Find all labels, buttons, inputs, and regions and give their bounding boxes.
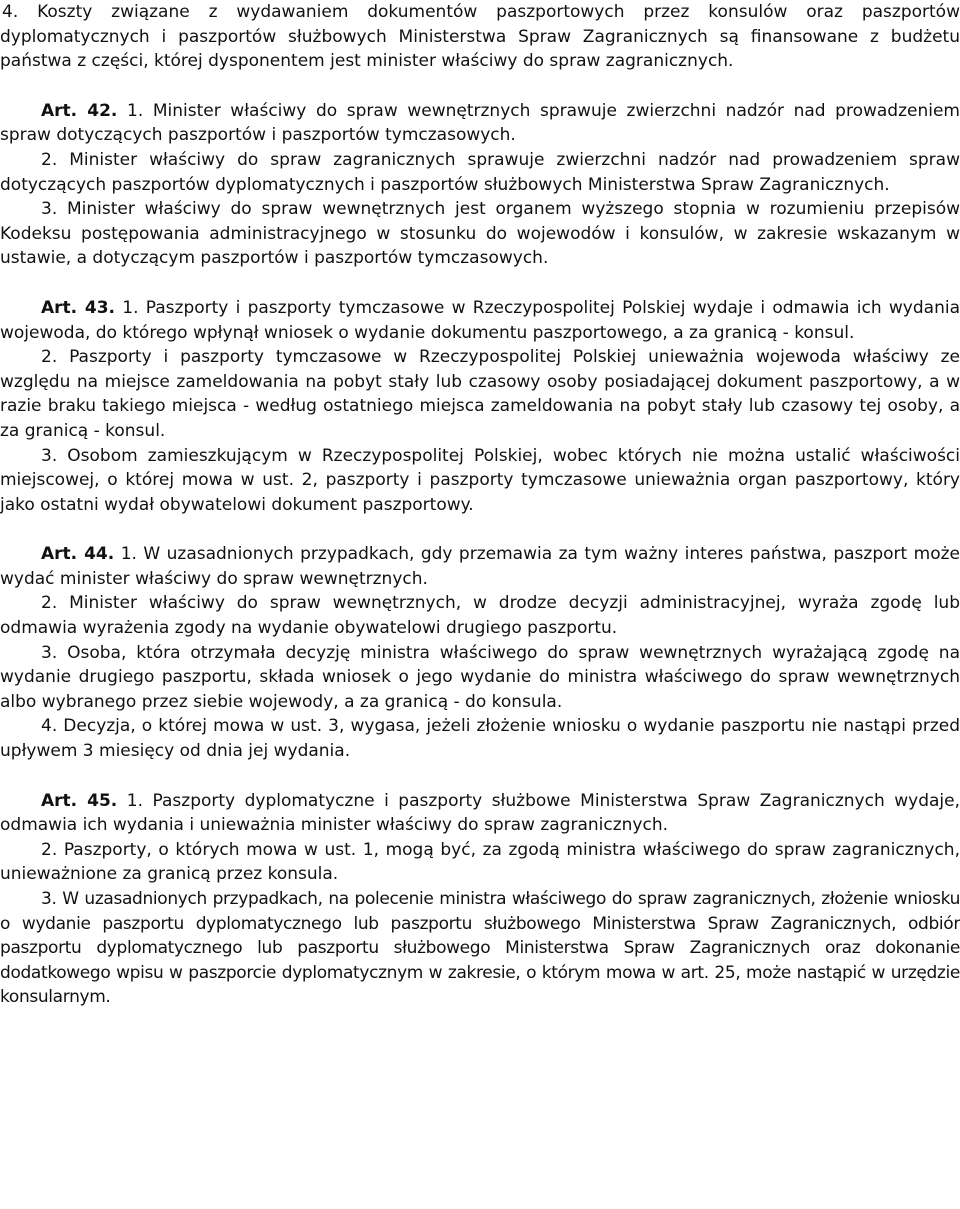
art41-paragraph-4: 4. Koszty związane z wydawaniem dokumentów paszportowych przez konsulów oraz paszportów dyplomatycznych i paszportów służbowych Ministerstwa Spraw Zagranicznych są finansowane z budżetu państwa z części, której dysponentem jest minister właściwy do spraw zagranicznych. (0, 2, 960, 72)
spacer (0, 271, 960, 296)
spacer (0, 74, 960, 99)
paragraph-text: 1. Paszporty i paszporty tymczasowe w Rzeczypospolitej Polskiej wydaje i odmawia ich wydania wojewoda, do którego wpłynął wniosek o wydanie dokumentu paszportowego, a za granicą - konsul. (0, 297, 960, 343)
paragraph-text: 1. Paszporty dyplomatyczne i paszporty służbowe Ministerstwa Spraw Zagranicznych wydaje, odmawia ich wydania i unieważnia minister właściwy do spraw zagranicznych. (0, 790, 960, 836)
art42-paragraph-3: 3. Minister właściwy do spraw wewnętrznych jest organem wyższego stopnia w rozumieniu przepisów Kodeksu postępowania administracyjnego w stosunku do wojewodów i konsulów, w zakresie wskazanym w ustawie, a dotyczącym paszportów i paszportów tymczasowych. (0, 199, 960, 269)
art44-paragraph-2: 2. Minister właściwy do spraw wewnętrznych, w drodze decyzji administracyjnej, wyraża zgodę lub odmawia wyrażenia zgody na wydanie obywatelowi drugiego paszportu. (0, 593, 960, 639)
article-label: Art. 44. (41, 544, 115, 565)
art43-paragraph-2: 2. Paszporty i paszporty tymczasowe w Rzeczypospolitej Polskiej unieważnia wojewoda właściwy ze względu na miejsce zameldowania na pobyt stały lub czasowy osoby posiadającej dokument paszportowy, a w razie braku takiego miejsca - według ostatniego miejsca zameldowania na pobyt stały lub czasowy tej osoby, a za granicą - konsul. (0, 347, 960, 441)
paragraph-text: 1. Minister właściwy do spraw wewnętrznych sprawuje zwierzchni nadzór nad prowadzeniem spraw dotyczących paszportów i paszportów tymczasowych. (0, 100, 960, 146)
art42-paragraph-2: 2. Minister właściwy do spraw zagranicznych sprawuje zwierzchni nadzór nad prowadzeniem spraw dotyczących paszportów dyplomatycznych i paszportów służbowych Ministerstwa Spraw Zagranicznych. (0, 149, 960, 195)
art45-paragraph-2: 2. Paszporty, o których mowa w ust. 1, mogą być, za zgodą ministra właściwego do spraw zagranicznych, unieważnione za granicą przez konsula. (0, 839, 960, 885)
spacer (0, 517, 960, 542)
article-label: Art. 42. (41, 100, 118, 121)
art44-paragraph-4: 4. Decyzja, o której mowa w ust. 3, wygasa, jeżeli złożenie wniosku o wydanie paszportu nie nastąpi przed upływem 3 miesięcy od dnia jej wydania. (0, 716, 960, 762)
paragraph-text: 1. W uzasadnionych przypadkach, gdy przemawia za tym ważny interes państwa, paszport może wydać minister właściwy do spraw wewnętrznych. (0, 544, 960, 589)
art43-paragraph-1 (0, 296, 960, 345)
article-label: Art. 45. (41, 790, 118, 811)
article-label: Art. 43. (41, 297, 116, 318)
spacer (0, 764, 960, 789)
art42-paragraph-1 (0, 99, 960, 148)
art43-paragraph-3: 3. Osobom zamieszkującym w Rzeczypospolitej Polskiej, wobec których nie można ustalić właściwości miejscowej, o której mowa w ust. 2, paszporty i paszporty tymczasowe unieważnia organ paszportowy, który jako ostatni wydał obywatelowi dokument paszportowy. (0, 445, 960, 515)
art45-paragraph-1 (0, 789, 960, 838)
art44-paragraph-1 (0, 542, 960, 591)
art44-paragraph-3: 3. Osoba, która otrzymała decyzję ministra właściwego do spraw wewnętrznych wyrażającą zgodę na wydanie drugiego paszportu, składa wniosek o jego wydanie do ministra właściwego do spraw wewnętrznych albo wybranego przez siebie wojewody, a za granicą - do konsula. (0, 642, 960, 712)
art45-paragraph-3: 3. W uzasadnionych przypadkach, na polecenie ministra właściwego do spraw zagranicznych, złożenie wniosku o wydanie paszportu dyplomatycznego lub paszportu służbowego Ministerstwa Spraw Zagranicznych, odbiór paszportu dyplomatycznego lub paszportu służbowego Ministerstwa Spraw Zagranicznych oraz dokonanie dodatkowego wpisu w paszporcie dyplomatycznym w zakresie, o którym mowa w art. 25, może nastąpić w urzędzie konsularnym. (0, 889, 960, 1008)
